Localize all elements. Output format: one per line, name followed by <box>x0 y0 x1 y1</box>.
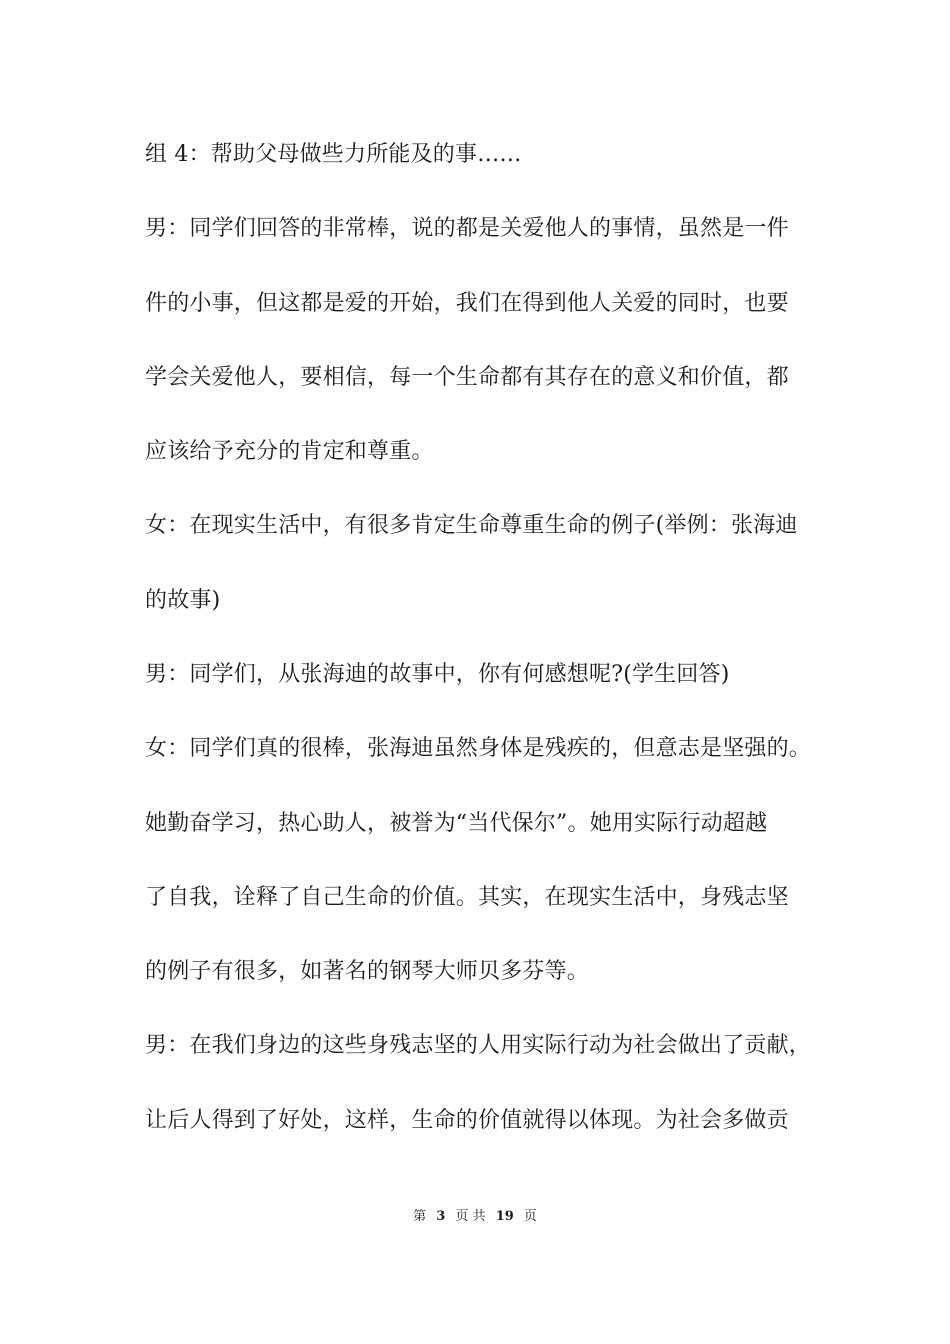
total-page-count: 19 <box>495 1209 514 1224</box>
text-line: 男：同学们，从张海迪的故事中，你有何感想呢?(学生回答) <box>145 662 730 687</box>
footer-suffix: 页 <box>523 1209 537 1224</box>
text-line: 让后人得到了好处，这样，生命的价值就得以体现。为社会多做贡 <box>145 1108 789 1133</box>
text-line: 的故事) <box>145 588 221 613</box>
text-line: 男：同学们回答的非常棒，说的都是关爱他人的事情，虽然是一件 <box>145 216 789 241</box>
text-line: 女：在现实生活中，有很多肯定生命尊重生命的例子(举例：张海迪 <box>145 513 798 538</box>
footer-prefix: 第 <box>413 1209 427 1224</box>
text-line: 件的小事，但这都是爱的开始，我们在得到他人关爱的同时，也要 <box>145 291 789 316</box>
current-page-number: 3 <box>436 1209 446 1224</box>
page-footer <box>0 1208 950 1226</box>
footer-middle: 页 共 <box>455 1209 486 1224</box>
text-line: 的例子有很多，如著名的钢琴大师贝多芬等。 <box>145 959 590 984</box>
text-line: 女：同学们真的很棒，张海迪虽然身体是残疾的，但意志是坚强的。 <box>145 736 812 761</box>
text-line: 她勤奋学习，热心助人，被誉为“当代保尔”。她用实际行动超越 <box>145 811 768 836</box>
text-line: 学会关爱他人，要相信，每一个生命都有其存在的意义和价值，都 <box>145 365 789 390</box>
text-line: 了自我，诠释了自己生命的价值。其实，在现实生活中，身残志坚 <box>145 885 789 910</box>
text-line: 应该给予充分的肯定和尊重。 <box>145 439 434 464</box>
text-line: 组 4：帮助父母做些力所能及的事…… <box>145 142 522 167</box>
text-line: 男：在我们身边的这些身残志坚的人用实际行动为社会做出了贡献， <box>145 1033 812 1058</box>
